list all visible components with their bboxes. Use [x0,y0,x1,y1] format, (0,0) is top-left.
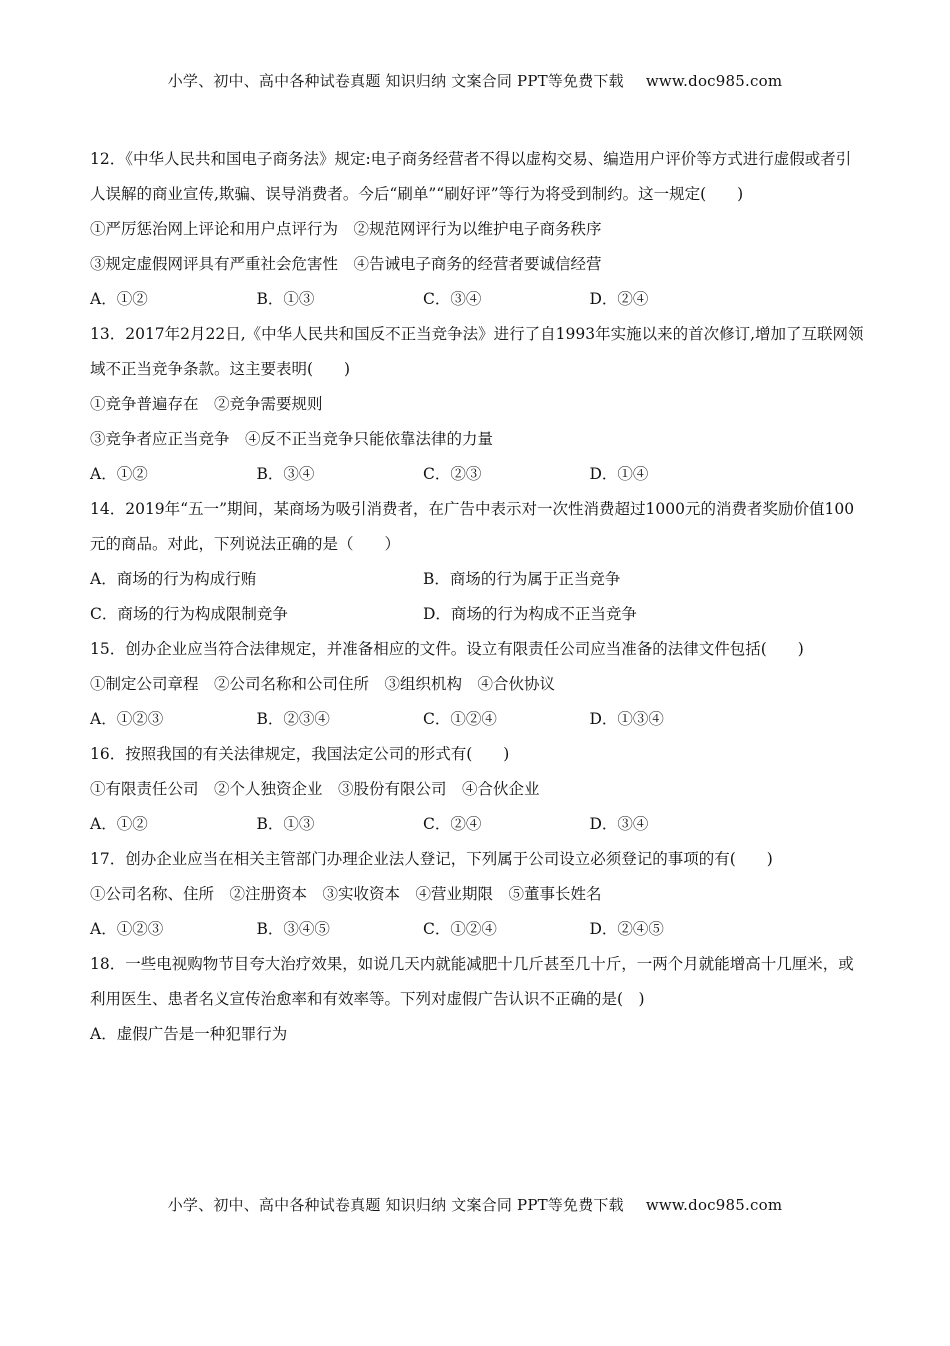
answer-choice[interactable]: D．①④ [589,465,649,483]
header-text: 小学、初中、高中各种试卷真题 知识归纳 文案合同 PPT等免费下载 [167,72,624,90]
footer-url: www.doc985.com [645,1196,783,1214]
question-stem: 18．一些电视购物节目夸大治疗效果，如说几天内就能减肥十几斤甚至几十斤，一两个月就能增高十几厘米，或利用医生、患者名义宣传治愈率和有效率等。下列对虚假广告认识不正确的是( ) [90,955,854,1008]
statement-item: ①严厉惩治网上评论和用户点评行为 ②规范网评行为以维护电子商务秩序 [90,220,602,238]
question [90,632,865,737]
question-stem: 17．创办企业应当在相关主管部门办理企业法人登记，下列属于公司设立必须登记的事项的有( ) [90,850,773,868]
answer-choice[interactable]: C．②④ [423,815,482,833]
answer-choice[interactable]: A．①② [90,465,148,483]
answer-choice[interactable]: D．②④⑤ [589,920,664,938]
answer-choice[interactable]: C．①②④ [423,710,497,728]
header-url: www.doc985.com [645,72,783,90]
question-stem: 16．按照我国的有关法律规定，我国法定公司的形式有( ) [90,745,510,763]
page-footer [0,1194,950,1215]
answer-choice[interactable]: A．①②③ [90,710,164,728]
answer-choice[interactable]: B．①③ [256,815,315,833]
statement-item: ①制定公司章程 ②公司名称和公司住所 ③组织机构 ④合伙协议 [90,675,556,693]
page-header [0,70,950,91]
statement-item: ①公司名称、住所 ②注册资本 ③实收资本 ④营业期限 ⑤董事长姓名 [90,885,602,903]
answer-choice[interactable]: D．③④ [589,815,649,833]
choice-row [90,282,865,317]
choice-row [90,597,865,632]
statement-item: ①竞争普遍存在 ②竞争需要规则 [90,395,323,413]
answer-choice[interactable]: B．②③④ [256,710,330,728]
answer-choice[interactable]: A．①② [90,290,148,308]
answer-choice[interactable]: D．②④ [589,290,649,308]
answer-choice[interactable]: C．商场的行为构成限制竞争 [90,605,288,623]
question [90,317,865,492]
answer-choice[interactable]: A．①② [90,815,148,833]
choice-row [90,1017,865,1052]
footer-text: 小学、初中、高中各种试卷真题 知识归纳 文案合同 PPT等免费下载 [167,1196,624,1214]
statement-item: ①有限责任公司 ②个人独资企业 ③股份有限公司 ④合伙企业 [90,780,540,798]
answer-choice[interactable]: C．②③ [423,465,482,483]
statement-item: ③规定虚假网评具有严重社会危害性 ④告诫电子商务的经营者要诚信经营 [90,255,602,273]
answer-choice[interactable]: B．③④ [256,465,315,483]
question [90,842,865,947]
answer-choice[interactable]: A．商场的行为构成行贿 [90,570,257,588]
question-stem: 12．《中华人民共和国电子商务法》规定:电子商务经营者不得以虚构交易、编造用户评价等方式进行虚假或者引人误解的商业宣传,欺骗、误导消费者。今后“刷单”“刷好评”等行为将受到制约。这一规定( ) [90,150,852,203]
question-list [90,142,865,1052]
question-stem: 14．2019年“五一”期间，某商场为吸引消费者，在广告中表示对一次性消费超过1000元的消费者奖励价值100元的商品。对此，下列说法正确的是（ ） [90,500,855,553]
choice-row [90,807,865,842]
question [90,142,865,317]
answer-choice[interactable]: A．虚假广告是一种犯罪行为 [90,1025,288,1043]
choice-row [90,457,865,492]
question-stem: 15．创办企业应当符合法律规定，并准备相应的文件。设立有限责任公司应当准备的法律文件包括( ) [90,640,804,658]
choice-row [90,702,865,737]
statement-item: ③竞争者应正当竞争 ④反不正当竞争只能依靠法律的力量 [90,430,494,448]
answer-choice[interactable]: C．①②④ [423,920,497,938]
question [90,492,865,632]
choice-row [90,912,865,947]
answer-choice[interactable]: B．①③ [256,290,315,308]
answer-choice[interactable]: A．①②③ [90,920,164,938]
question [90,947,865,1052]
question [90,737,865,842]
answer-choice[interactable]: B．商场的行为属于正当竞争 [423,570,621,588]
answer-choice[interactable]: D．①③④ [589,710,664,728]
answer-choice[interactable]: B．③④⑤ [256,920,330,938]
answer-choice[interactable]: C．③④ [423,290,482,308]
choice-row [90,562,865,597]
answer-choice[interactable]: D．商场的行为构成不正当竞争 [423,605,637,623]
question-stem: 13．2017年2月22日,《中华人民共和国反不正当竞争法》进行了自1993年实施以来的首次修订,增加了互联网领域不正当竞争条款。这主要表明( ) [90,325,864,378]
